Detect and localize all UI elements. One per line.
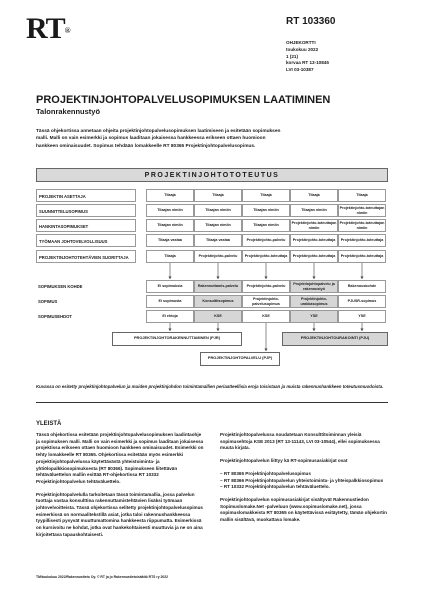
diagram-lower-cell: Rakennuttamis-palvelu <box>194 280 242 293</box>
diagram-cell: Tilaajan nimiin <box>146 219 194 232</box>
arrow-head <box>360 277 363 280</box>
diagram-lower-cell: Konsulttisopimus <box>194 295 242 308</box>
diagram-cell: Projektinjohto-toteuttaja <box>242 250 290 263</box>
diagram-cell: Projektinjohto-toteuttajan nimiin <box>338 219 386 232</box>
diagram-cell: Tilaajan nimiin <box>194 204 242 217</box>
document-list <box>220 471 388 491</box>
section-divider <box>36 402 388 403</box>
diagram-cell: Tilaajan nimiin <box>146 204 194 217</box>
diagram-lower-cell: Projektinjohto-urakkasopimus <box>290 295 338 308</box>
diagram-cell: Projektinjohto-palvelu <box>194 250 242 263</box>
diagram-cell: Tilaajan nimiin <box>194 219 242 232</box>
diagram-cell: Projektinjohto-toteuttaja <box>290 234 338 247</box>
diagram-row-label: PROJEKTINJOHTOTEHTÄVIEN SUORITTAJA <box>36 250 136 263</box>
diagram-lower-cell: Projektinjohto-palvelusopimus <box>242 295 290 308</box>
diagram-lower-cell: PJUSR-sopimus <box>338 295 386 308</box>
meta-line: OHJEKORTTI <box>286 40 316 45</box>
arrow-head <box>312 329 315 332</box>
diagram-cell: Tilaaja <box>290 189 338 202</box>
document-number: RT 103360 <box>286 16 336 27</box>
diagram-cell: Tilaaja <box>146 189 194 202</box>
arrow-head <box>168 329 171 332</box>
arrow-head <box>360 329 363 332</box>
arrow-head <box>216 329 219 332</box>
diagram-row-label: HANKINTASOPIMUKSET <box>36 219 136 232</box>
body-paragraph: Tässä ohjekortissa esitetään projektinjohtopalvelusopimuksen laadintaohje ja sopimuksen malli. Malli on vain esimerkki ja sopimus laaditaan jokaisessa projektissa erikseen ottaen huomioon hankkeen ominaisuudet. Esimerkki on tehty lomakkeelle RT 80365. Ohjekortissa esitetään myös esimerkki projektinjohtopalvelussa käytettävästä yhteistoiminta- ja yhtiölopalkkiosopimuksesta (RT 80366). Sopimukseen liitettävän tehtäväluettelon mallin esittää RT-ohjekortissa RT 10332 Projektinjohtopalvelun tehtäväluettelo. <box>36 432 204 484</box>
diagram-cell: Projektinjohto-toteuttajan nimiin <box>290 219 338 232</box>
diagram-cell: Tilaaja <box>242 189 290 202</box>
diagram-lower-cell: YSE <box>290 310 338 323</box>
diagram-output-pju: PROJEKTINJOHTOURAKOINTI (PJU) <box>282 332 388 346</box>
meta-line: 1 (21) <box>286 53 299 59</box>
diagram-output-pjr: PROJEKTINJOHTORAKENNUTTAMINEN (PJR) <box>112 332 242 346</box>
page-subtitle: Talonrakennustyö <box>36 107 101 116</box>
diagram-lower-cell: Ei sopimusta <box>146 295 194 308</box>
diagram-cell: Tilaajan nimiin <box>242 219 290 232</box>
body-paragraph: Projektinjohtopalvelun sopimusasiakirjat sisältyvät Rakennustiedon Sopimuslomake.Net -palveluun (www.sopimuslomake.net), jossa sopimuslomakkeista RT 80365 on käytettävissä esitäytetty, tämän ohjekortin mallin sisältävä, muokattava lomake. <box>220 496 387 523</box>
left-column <box>36 432 204 545</box>
diagram-cell: Projektinjohto-toteuttajan nimiin <box>338 204 386 217</box>
diagram-row-label: SUUNNITTELUSOPIMUS <box>36 204 136 217</box>
page-footer: TM/toukokuu 2022/Rakennustieto Oy. © RT ja jo Rakennustieto/säätiö RTS ry 2022 <box>36 575 169 579</box>
diagram-lower-cell: KSE <box>194 310 242 323</box>
diagram-lower-label: SOPIMUS <box>38 299 58 304</box>
diagram-cell: Tilaaja vastaa <box>146 234 194 247</box>
list-item: – RT 10332 Projektinjohtopalvelun tehtäväluettelo. <box>220 484 388 491</box>
list-item: – RT 80365 Projektinjohtopalvelusopimus <box>220 471 388 478</box>
diagram-lower-cell: Projektinjohtopalvelu ja rakennustyö <box>290 280 338 293</box>
diagram-cell: Tilaajan nimiin <box>290 204 338 217</box>
list-item: – RT 80366 Projektinjohtopalvelun yhteistoiminta- ja yhteispalkkiosopimus <box>220 478 388 485</box>
diagram-row-label: TYÖMAAN JOHTOVELVOLLISUUS <box>36 234 136 247</box>
body-paragraph: Projektinjohtopalvelussa noudatetaan Konsulttitoiminnan yleisiä sopimusehtoja KSE 2013 (RT 13-11143, LVI 03-10544), ellei sopimuksessa muuta kirjata. <box>220 432 380 451</box>
arrow-head <box>264 277 267 280</box>
diagram-lower-cell: Rakennuskohde <box>338 280 386 293</box>
body-paragraph: Projektinjohtopalvelun liittyy kä RT-sopimusasiakirjat ovat <box>220 458 348 464</box>
diagram-cell: Tilaaja <box>146 250 194 263</box>
right-column <box>220 432 388 530</box>
diagram-header: PROJEKTINJOHTOTOTEUTUS <box>36 168 388 182</box>
registered-mark: ® <box>64 26 70 35</box>
page-title: PROJEKTINJOHTOPALVELUSOPIMUKSEN LAATIMINEN <box>36 94 331 106</box>
diagram-cell: Tilaaja <box>338 189 386 202</box>
arrow-head <box>216 277 219 280</box>
meta-line: LVI 03-10387 <box>286 67 314 73</box>
diagram-lower-label: SOPIMUKSEN KOHDE <box>38 284 83 289</box>
diagram-lower-cell: KSE <box>242 310 290 323</box>
diagram-cell: Tilaaja <box>194 189 242 202</box>
meta-line: korvaa RT 13-10845 <box>286 60 329 66</box>
diagram-cell: Projektinjohto-toteuttaja <box>290 250 338 263</box>
meta-line: toukokuu 2022 <box>286 46 319 52</box>
diagram-cell: Tilaaja vastaa <box>194 234 242 247</box>
arrow-head <box>312 277 315 280</box>
diagram-lower-cell: Ei sopimuksia <box>146 280 194 293</box>
logo-text: RT <box>26 12 65 45</box>
arrow-head <box>264 349 267 352</box>
diagram-row-label: PROJEKTIN ASETTAJA <box>36 189 136 202</box>
diagram-output-pjp: PROJEKTINJOHTOPALVELU (PJP) <box>200 352 280 366</box>
arrow-head <box>168 277 171 280</box>
diagram-lower-cell: Projektinjohto-palvelu <box>242 280 290 293</box>
diagram-lower-cell: YSE <box>338 310 386 323</box>
diagram-lower-label: SOPIMUSEHDOT <box>38 314 72 319</box>
diagram-cell: Tilaajan nimiin <box>242 204 290 217</box>
section-heading: YLEISTÄ <box>36 421 62 427</box>
diagram-cell: Projektinjohto-toteuttaja <box>338 234 386 247</box>
diagram-lower-cell: Ei ehtoja <box>146 310 194 323</box>
diagram-cell: Projektinjohto-palvelu <box>242 234 290 247</box>
intro-paragraph: Tässä ohjekortissa annetaan ohjeita projektinjohtopalvelusopimuksen laatimiseen ja esitetään sopimuksen malli. Malli on vain esimerkki ja sopimus laaditaan jokaisessa hankkeessa erikseen ottaen huomioon hankkeen ominaisuudet. Sopimus tehdään lomakkeelle RT 80365 Projektinjohtopalvelusopimus. <box>36 129 281 149</box>
diagram-cell: Projektinjohto-toteuttaja <box>338 250 386 263</box>
body-paragraph: Projektinjohtopalvelulla tarkoitetaan tässä toimintamallia, jossa palvelun tuottaja vastaa konsulttina rakennuttamistehtävien lisäksi työmaan johtovelvoitteista. Tässä ohjekortissa selitetty projektinjohtopalvelusopimus esimerkissä on normaalitekstillä asiat, jotka taloi rakennushankkeessa tyypillisesti pysyvät muuttumattomina hankkeesta riippumatta. Esimerkissä on kursivoitu ne kohdat, jotka ovat hankekohtaisesti muuttuvia ja ne on aina kirjoitettava tapauskohtaisesti. <box>36 491 203 537</box>
diagram-caption: Kuvassa on esitetty projektinjohtopalvelun ja muiden projektinjohdon toimintamallien periaatteellisia eroja toisistaan ja muista rakennushankkeen toteutusmuodoista. <box>36 384 384 389</box>
